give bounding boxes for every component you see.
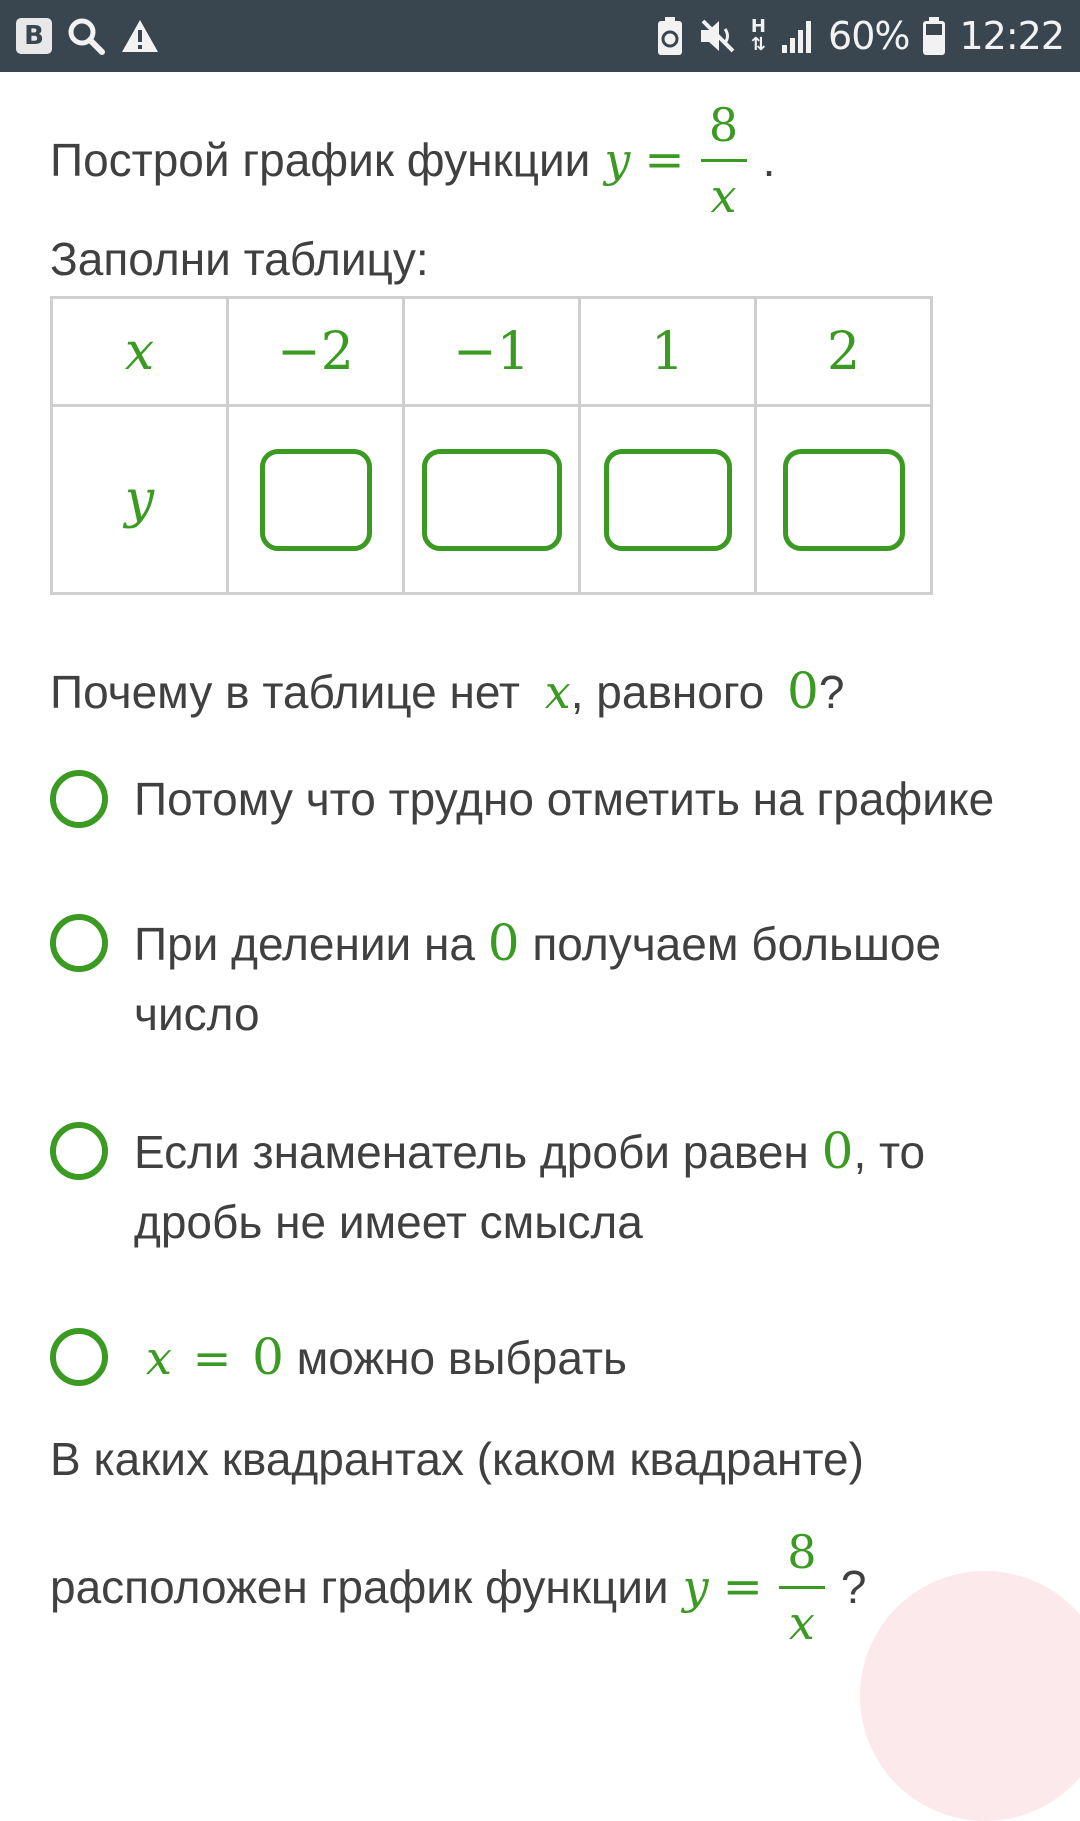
option-text-after: получаем большое число (134, 918, 942, 1040)
option-math: 0 (821, 1122, 854, 1180)
network-type-label: H (750, 16, 766, 37)
table-header-value: 1 (580, 298, 756, 406)
fraction-numerator: 8 (787, 1524, 817, 1579)
mute-icon (697, 17, 737, 55)
table-cell (756, 406, 932, 594)
question-1-suffix: . (762, 134, 776, 186)
values-table (50, 296, 933, 595)
table-row-x (52, 298, 932, 406)
radio-button[interactable] (50, 1328, 108, 1386)
option-math: 0 (487, 914, 520, 972)
table-cell (404, 406, 580, 594)
battery-icon (923, 17, 945, 55)
clock: 12:22 (959, 14, 1064, 58)
fraction-denominator: x (788, 1595, 815, 1650)
answer-input-1[interactable] (260, 449, 372, 551)
table-cell (228, 406, 404, 594)
fraction (701, 97, 747, 224)
radio-button[interactable] (50, 1122, 108, 1180)
answer-input-3[interactable] (604, 449, 732, 551)
option-math-x: x (146, 1331, 172, 1385)
table-row-y (52, 406, 932, 594)
fraction-bar (701, 159, 747, 162)
table-header-value: 2 (756, 298, 932, 406)
eq-sign: = (644, 132, 685, 188)
option-text-before: Потому что трудно отметить на графике (134, 773, 995, 825)
answer-option-3[interactable] (50, 1122, 1014, 1257)
fraction-bar (779, 1586, 825, 1589)
table-header-value: −1 (404, 298, 580, 406)
status-left (16, 16, 160, 56)
b-app-icon: B (16, 18, 52, 54)
question-1-line (50, 90, 775, 230)
answer-option-2[interactable] (50, 914, 1014, 1049)
fill-table-instruction: Заполни таблицу: (50, 233, 429, 285)
option-text (134, 1116, 1014, 1257)
option-math-eq: = (192, 1331, 232, 1385)
answer-option-1[interactable] (50, 770, 1014, 834)
eq-lhs: y (604, 133, 631, 187)
question-2-zero: 0 (787, 662, 819, 720)
search-icon (66, 16, 106, 56)
table-header-value: −2 (228, 298, 404, 406)
radio-button[interactable] (50, 770, 108, 828)
question-2-text-before: Почему в таблице нет (50, 666, 520, 718)
battery-saver-icon (657, 17, 683, 55)
option-text-before: При делении на (134, 918, 476, 970)
question-3-line-2 (50, 1512, 866, 1662)
decorative-blob (860, 1571, 1080, 1821)
status-bar (0, 0, 1080, 72)
option-text-after: , то дробь не имеет смысла (134, 1126, 926, 1248)
table-cell (580, 406, 756, 594)
answer-option-4[interactable] (50, 1328, 1026, 1393)
table-row-label-y: y (52, 406, 228, 594)
option-text (134, 764, 1014, 834)
option-text-after: можно выбрать (296, 1332, 627, 1384)
question-2-text-middle: , равного (570, 666, 765, 718)
radio-button[interactable] (50, 914, 108, 972)
table-header-x: x (52, 298, 228, 406)
warning-icon (120, 18, 160, 54)
battery-percent: 60% (828, 14, 910, 58)
question-2 (50, 662, 844, 720)
fraction-denominator: x (710, 168, 737, 223)
eq-lhs: y (682, 1560, 709, 1614)
signal-icon (780, 19, 814, 53)
option-math: 0 (252, 1328, 284, 1386)
answer-input-2[interactable] (422, 449, 562, 551)
network-h-icon: H ⇅ (750, 16, 767, 55)
question-1-prefix: Построй график функции (50, 134, 591, 186)
fraction (779, 1524, 825, 1651)
option-text-before: Если знаменатель дроби равен (134, 1126, 809, 1178)
answer-input-4[interactable] (783, 449, 905, 551)
option-text (134, 908, 1014, 1049)
question-3-line-1: В каких квадрантах (каком квадранте) (50, 1433, 864, 1485)
question-2-var: x (544, 665, 571, 719)
question-2-text-after: ? (818, 666, 845, 718)
fraction-numerator: 8 (708, 97, 739, 152)
eq-sign: = (722, 1559, 763, 1615)
status-right (657, 14, 1064, 58)
question-3-suffix: ? (840, 1561, 867, 1613)
option-text (146, 1322, 1026, 1393)
question-3-prefix: расположен график функции (50, 1561, 669, 1613)
